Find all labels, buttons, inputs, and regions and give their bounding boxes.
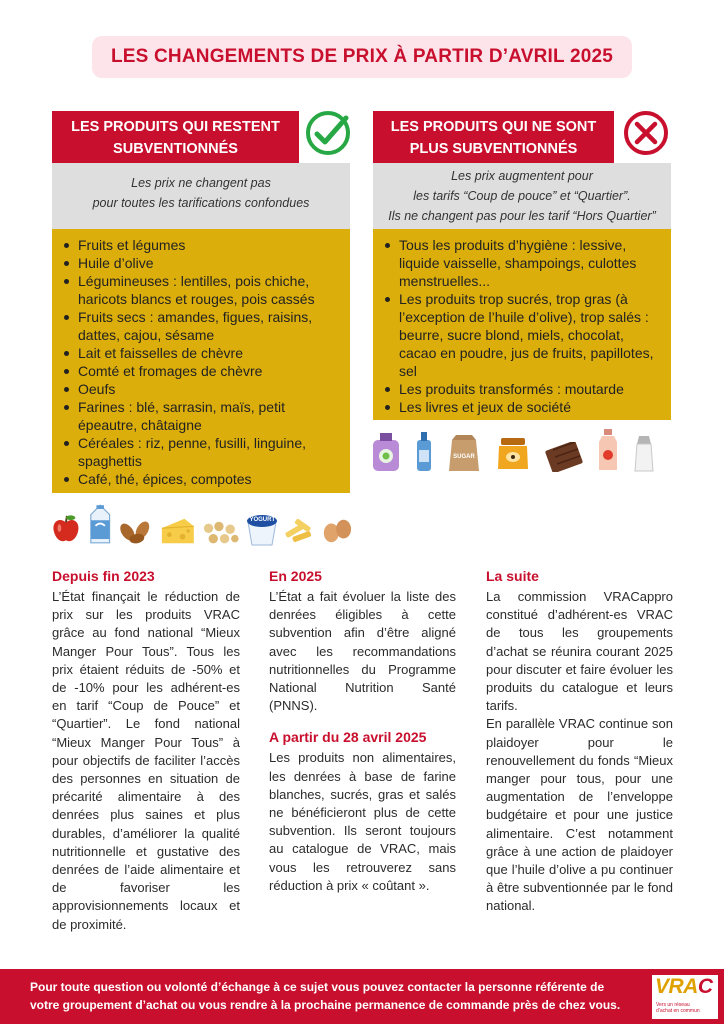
right-heading	[373, 111, 614, 163]
section-text: Les produits non alimentaires, les denrées à base de farine blanches, sucrés, gras et salés ne bénéficieront plus de cette subvention. Ils seront toujours au catalogue de VRAC, mais vous les retrouverez sans réduction à prix « coûtant ».	[269, 750, 456, 893]
vrac-logo	[652, 975, 718, 1019]
list-item: Farines : blé, sarrasin, maïs, petit épeautre, châtaigne	[60, 398, 338, 434]
list-item: Comté et fromages de chèvre	[60, 362, 338, 380]
left-heading-line-1: LES PRODUITS QUI RESTENT	[71, 119, 280, 135]
footer-line-1: Pour toute question ou volonté d’échange à ce sujet vous pouvez contacter la personne référente de	[30, 980, 605, 994]
footer-text	[30, 978, 640, 1014]
section-text: L’État finançait le réduction de prix sur les produits VRAC grâce au fond national “Mieux Manger Pour Tous”. Tous les prix étaient réduits de -50% et de -10% pour les adhérent-es en tarif “Coup de Pouce” et “Quartier”. Le fond national “Mieux Manger Pour Tous” à pour objectifs de faciliter l’accès des personnes en situation de précarité alimentaire à des denrées plus saines et plus durables, d’améliorer la qualité nutritionnelle et gustative des denrées de l’aide alimentaire et de favoriser les approvisionnements locaux et de proximité.	[52, 589, 240, 932]
section-title: En 2025	[269, 568, 322, 584]
list-item: Légumineuses : lentilles, pois chiche, haricots blancs et rouges, pois cassés	[60, 272, 338, 308]
left-icon-row	[50, 500, 355, 546]
sugar-bag-icon	[447, 434, 481, 472]
logo-tagline	[656, 1002, 716, 1014]
eggs-icon	[321, 516, 355, 546]
section-title: A partir du 28 avril 2025	[269, 729, 427, 746]
list-item: Céréales : riz, penne, fusilli, linguine, spaghettis	[60, 434, 338, 470]
logo-tagline-1: Vers un réseau	[656, 1002, 690, 1008]
section-since-2023	[52, 566, 240, 934]
page-title-box	[92, 36, 632, 78]
list-item: Les livres et jeux de société	[381, 398, 661, 416]
yogurt-label: YOGURT	[249, 517, 276, 523]
list-item: Les produits trop sucrés, trop gras (à l’exception de l’huile d’olive), trop salés : beurre, sucre blond, miels, chocolat, cacao en poudre, jus de fruits, papillotes, sel	[381, 290, 661, 380]
left-heading-line-2: SUBVENTIONNÉS	[113, 141, 238, 157]
chickpeas-icon	[202, 520, 240, 546]
left-heading	[52, 111, 299, 163]
right-note-line-2: les tarifs “Coup de pouce” et “Quartier”.	[413, 189, 631, 203]
logo-tagline-2: d’achat en commun	[656, 1008, 700, 1014]
list-item: Huile d’olive	[60, 254, 338, 272]
right-product-list	[373, 229, 671, 420]
left-product-list	[52, 229, 350, 493]
check-circle-icon	[304, 109, 352, 157]
section-title: Depuis fin 2023	[52, 568, 155, 584]
footer-line-2: votre groupement d’achat ou vous rendre à la prochaine permanence de commande près de chez vous.	[30, 998, 621, 1012]
footer-banner	[0, 969, 724, 1024]
left-note-line-1: Les prix ne changent pas	[131, 176, 271, 190]
list-item: Oeufs	[60, 380, 338, 398]
detergent-icon	[371, 430, 401, 472]
list-item: Tous les produits d’hygiène : lessive, liquide vaisselle, shampoings, culottes menstruelles...	[381, 236, 661, 290]
pasta-icon	[283, 516, 315, 546]
list-item: Les produits transformés : moutarde	[381, 380, 661, 398]
cheese-icon	[160, 516, 196, 546]
dish-soap-icon	[415, 428, 433, 472]
juice-bottle-icon	[597, 428, 619, 472]
section-text: La commission VRACappro constitué d’adhérent-es VRAC de tous les groupements d’achat se réunira courant 2025 pour discuter et faire évoluer les produits du catalogue et leurs tarifs.	[486, 589, 673, 714]
page-title: LES CHANGEMENTS DE PRIX À PARTIR D’AVRIL 2025	[110, 46, 614, 67]
cross-circle-icon	[622, 109, 670, 157]
chocolate-icon	[545, 442, 583, 472]
list-item: Fruits et légumes	[60, 236, 338, 254]
almonds-icon	[118, 518, 154, 546]
section-2025	[269, 566, 456, 895]
left-note-line-2: pour toutes les tarifications confondues	[92, 196, 310, 210]
logo-wordmark	[655, 975, 713, 999]
right-note	[373, 163, 671, 229]
list-item: Café, thé, épices, compotes	[60, 470, 338, 488]
list-item: Fruits secs : amandes, figues, raisins, dattes, cajou, sésame	[60, 308, 338, 344]
logo-word-a: VRA	[655, 975, 698, 998]
section-next-steps	[486, 566, 673, 916]
milk-carton-icon	[88, 502, 112, 546]
section-text: L’État a fait évoluer la liste des denrées éligibles à cette subvention afin d’être aligné avec les recommandations nutritionnelles du Programme National Nutrition Santé (PNNS).	[269, 589, 456, 714]
right-heading-line-1: LES PRODUITS QUI NE SONT	[390, 119, 597, 135]
section-title: La suite	[486, 568, 539, 584]
sugar-label: SUGAR	[453, 454, 475, 460]
salt-shaker-icon	[633, 434, 655, 472]
logo-word-b: C	[697, 975, 713, 998]
right-icon-row	[371, 424, 676, 472]
honey-jar-icon	[495, 436, 531, 472]
list-item: Lait et faisselles de chèvre	[60, 344, 338, 362]
right-heading-line-2: PLUS SUBVENTIONNÉS	[409, 141, 578, 157]
left-note	[52, 163, 350, 229]
right-note-line-1: Les prix augmentent pour	[451, 169, 593, 183]
section-text-2: En parallèle VRAC continue son plaidoyer pour le renouvellement du fonds “Mieux manger pour tous, pour une augmentation de l’enveloppe budgétaire et pour une justice alimentaire. C’est notamment grâce à une action de plaidoyer que l’huile d’olive a pu continuer à être subventionnée par le fond national.	[486, 716, 673, 914]
right-note-line-3: Ils ne changent pas pour les tarif “Hors Quartier”	[388, 209, 656, 223]
yogurt-icon	[245, 512, 277, 546]
apple-icon	[50, 512, 82, 546]
